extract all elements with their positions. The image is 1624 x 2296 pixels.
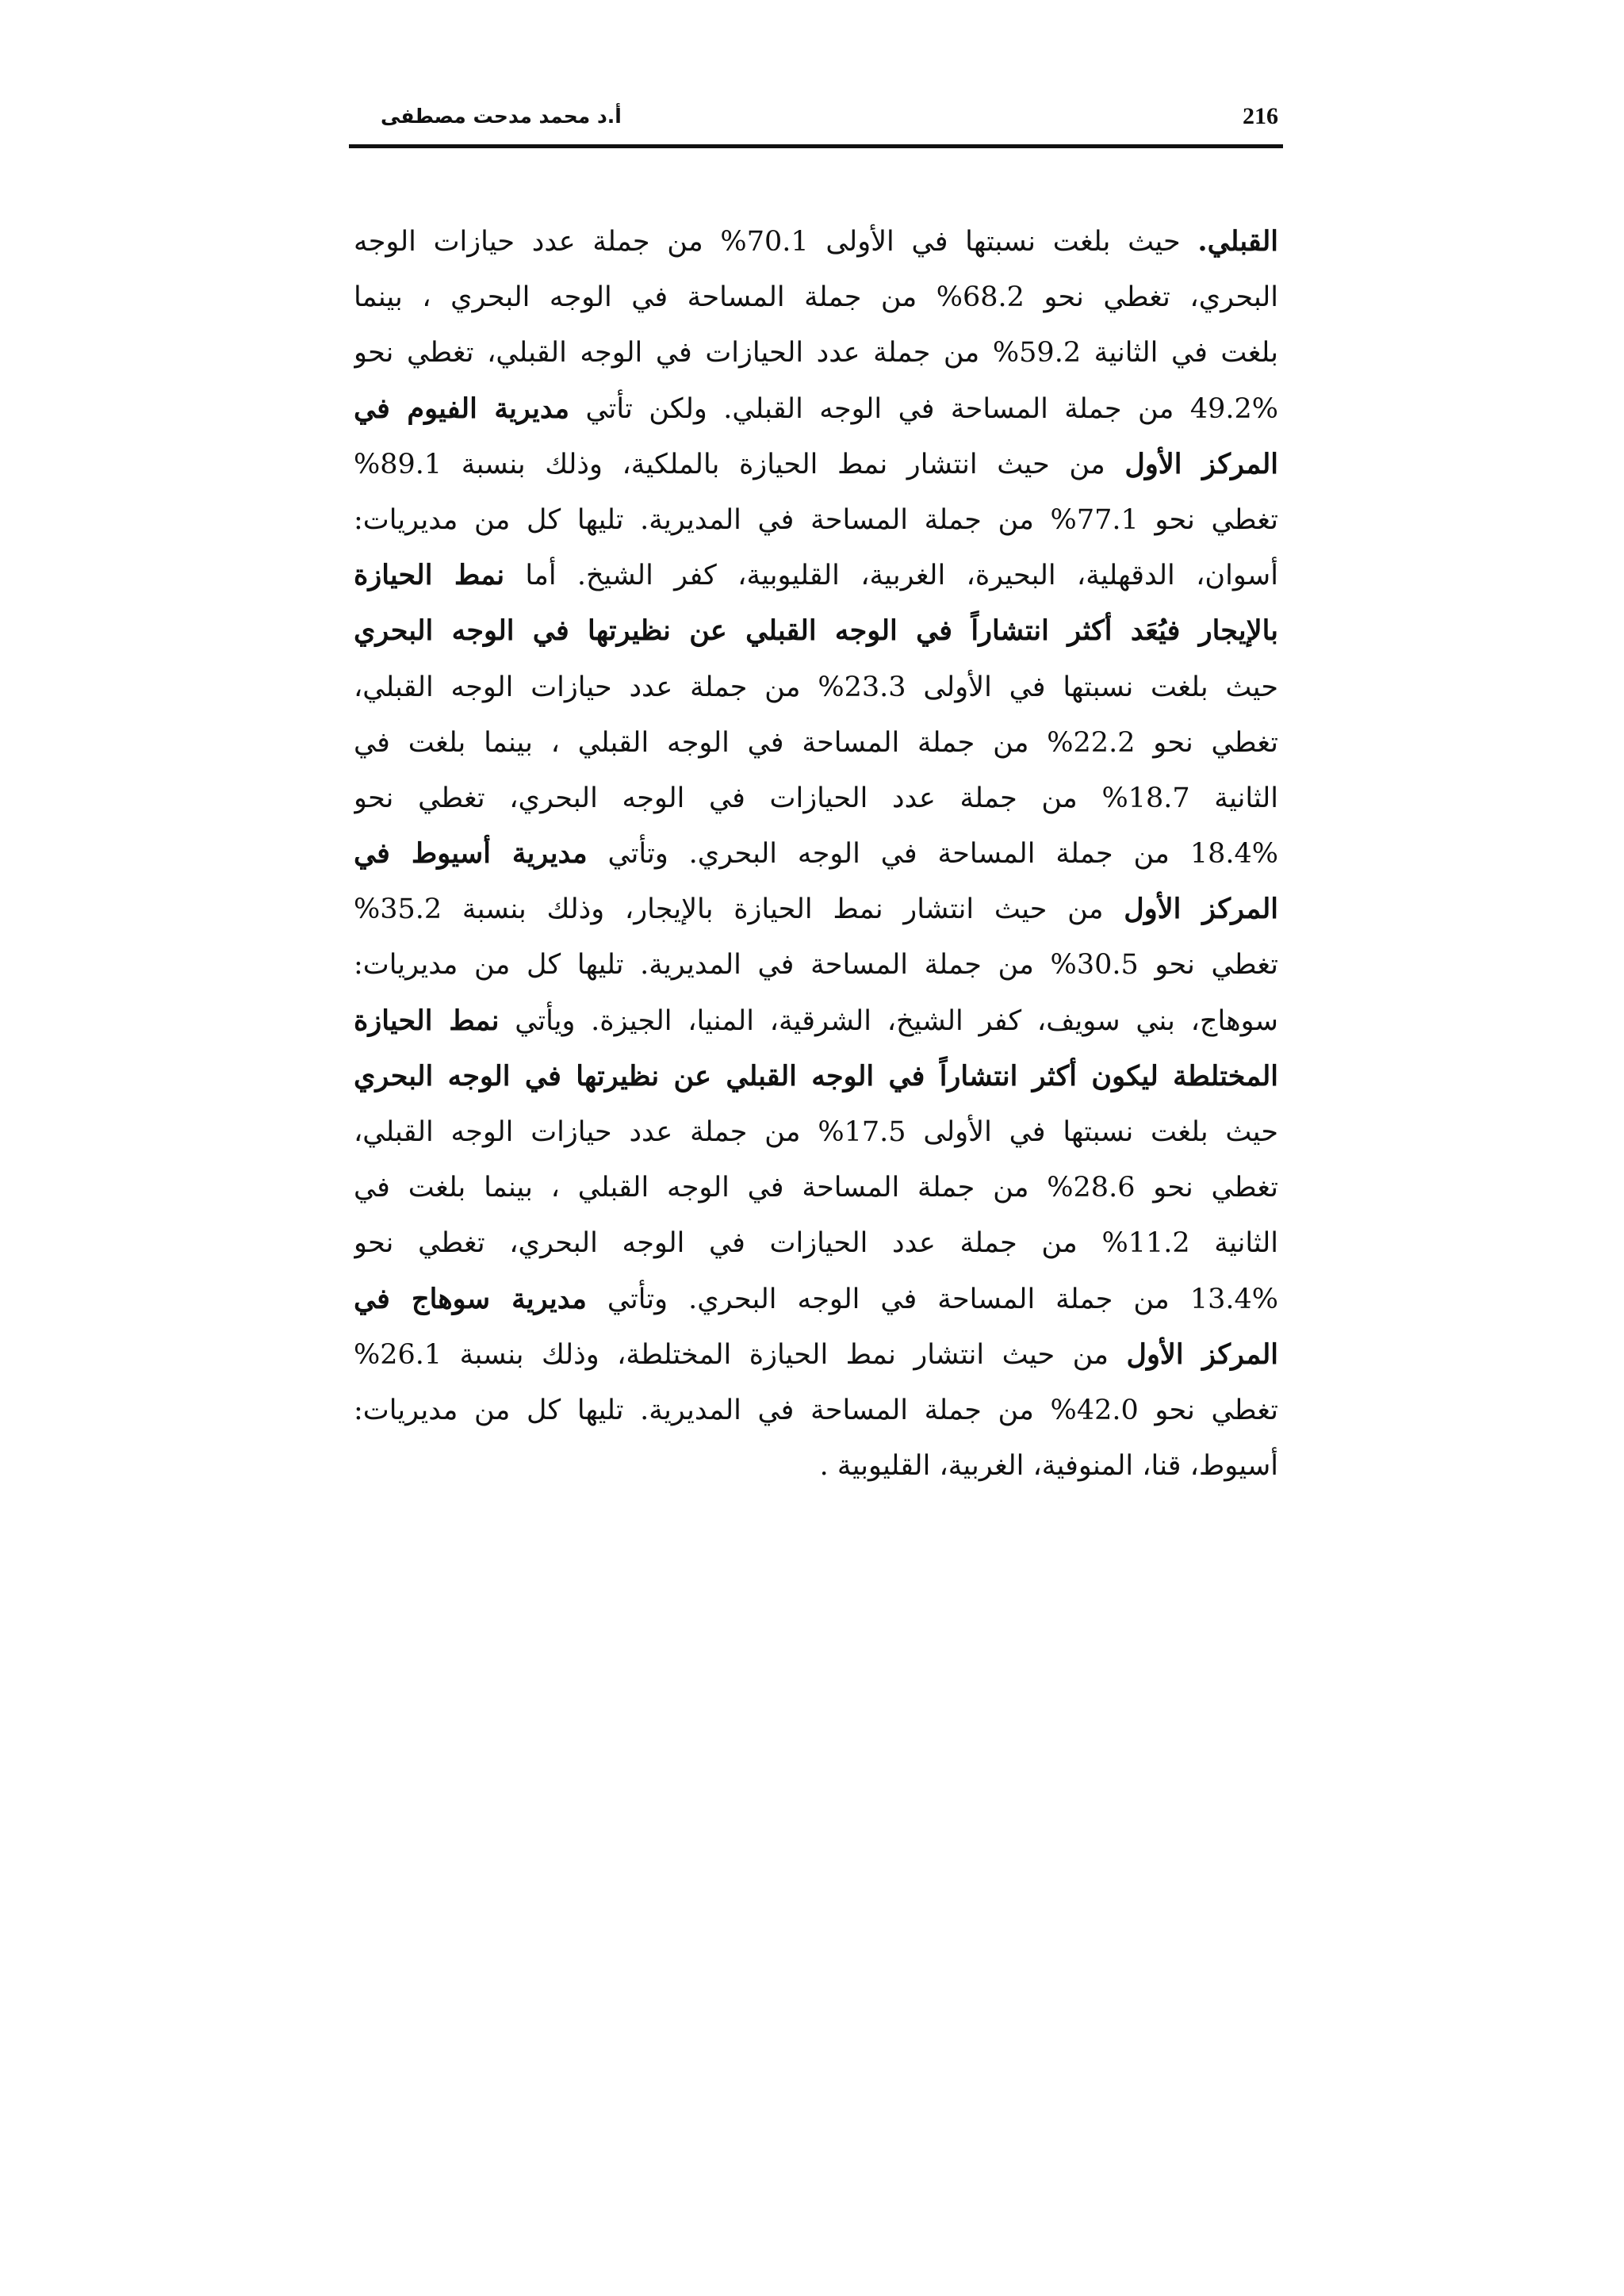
body-text bbox=[354, 214, 1278, 1494]
text-run: 18.4% من جملة المساحة في الوجه البحري. وتأتي bbox=[587, 838, 1278, 871]
text-line bbox=[354, 214, 1278, 270]
text-line bbox=[354, 1104, 1278, 1160]
bold-phrase: مديرية أسيوط في bbox=[354, 837, 588, 871]
bold-phrase: بالإيجار فيُعَد أكثر انتشاراً في الوجه القبلي عن نظيرتها في الوجه البحري bbox=[354, 614, 1278, 648]
text-run: من حيث انتشار نمط الحيازة بالإيجار، وذلك بنسبة 35.2% bbox=[354, 894, 1124, 926]
text-run: من حيث انتشار نمط الحيازة المختلطة، وذلك بنسبة 26.1% bbox=[354, 1338, 1127, 1371]
running-head-author: أ.د محمد مدحت مصطفى bbox=[381, 105, 622, 128]
bold-phrase: المركز الأول bbox=[1124, 447, 1278, 480]
bold-phrase: المختلطة ليكون أكثر انتشاراً في الوجه القبلي عن نظيرتها في الوجه البحري bbox=[354, 1059, 1278, 1093]
text-line bbox=[354, 381, 1278, 437]
text-run: أسيوط، قنا، المنوفية، الغربية، القليوبية . bbox=[819, 1450, 1278, 1483]
text-run: 13.4% من جملة المساحة في الوجه البحري. وتأتي bbox=[586, 1283, 1278, 1315]
text-run: 49.2% من جملة المساحة في الوجه القبلي. ولكن تأتي bbox=[569, 392, 1278, 425]
text-run: حيث بلغت نسبتها في الأولى 17.5% من جملة عدد حيازات الوجه القبلي، bbox=[354, 1116, 1278, 1148]
header-rule bbox=[349, 144, 1283, 148]
text-line bbox=[354, 715, 1278, 771]
text-line bbox=[354, 1327, 1278, 1383]
bold-phrase: مديرية الفيوم في bbox=[354, 392, 570, 425]
bold-phrase: المركز الأول bbox=[1124, 893, 1278, 926]
text-line bbox=[354, 882, 1278, 937]
text-line bbox=[354, 1215, 1278, 1271]
page-header bbox=[349, 101, 1283, 149]
text-run: تغطي نحو 28.6% من جملة المساحة في الوجه القبلي ، بينما بلغت في bbox=[354, 1172, 1278, 1204]
text-line bbox=[354, 492, 1278, 548]
bold-phrase: نمط الحيازة bbox=[354, 559, 505, 592]
text-run: أسوان، الدقهلية، البحيرة، الغربية، القليوبية، كفر الشيخ. أما bbox=[504, 560, 1278, 592]
text-line bbox=[354, 437, 1278, 492]
text-line bbox=[354, 603, 1278, 659]
text-run: تغطي نحو 30.5% من جملة المساحة في المديرية. تليها كل من مديريات: bbox=[354, 949, 1278, 982]
text-run: تغطي نحو 22.2% من جملة المساحة في الوجه القبلي ، بينما بلغت في bbox=[354, 726, 1278, 759]
text-line bbox=[354, 1438, 1278, 1494]
text-run: حيث بلغت نسبتها في الأولى 23.3% من جملة عدد حيازات الوجه القبلي، bbox=[354, 671, 1278, 703]
bold-phrase: المركز الأول bbox=[1126, 1337, 1278, 1371]
text-run: حيث بلغت نسبتها في الأولى 70.1% من جملة عدد حيازات الوجه bbox=[354, 226, 1198, 258]
text-run: الثانية 18.7% من جملة عدد الحيازات في الوجه البحري، تغطي نحو bbox=[354, 782, 1278, 814]
text-line bbox=[354, 1160, 1278, 1215]
text-line bbox=[354, 660, 1278, 715]
bold-phrase: القبلي. bbox=[1197, 225, 1278, 258]
text-run: تغطي نحو 77.1% من جملة المساحة في المديرية. تليها كل من مديريات: bbox=[354, 503, 1278, 536]
text-line bbox=[354, 771, 1278, 826]
page-number: 216 bbox=[1243, 103, 1278, 129]
text-run: الثانية 11.2% من جملة عدد الحيازات في الوجه البحري، تغطي نحو bbox=[354, 1227, 1278, 1260]
text-line bbox=[354, 937, 1278, 993]
text-line bbox=[354, 826, 1278, 882]
bold-phrase: مديرية سوهاج في bbox=[354, 1282, 587, 1315]
text-line bbox=[354, 548, 1278, 603]
text-line bbox=[354, 1272, 1278, 1327]
text-line bbox=[354, 1049, 1278, 1104]
bold-phrase: نمط الحيازة bbox=[354, 1004, 500, 1037]
text-run: بلغت في الثانية 59.2% من جملة عدد الحيازات في الوجه القبلي، تغطي نحو bbox=[354, 337, 1278, 369]
text-line bbox=[354, 993, 1278, 1049]
text-run: البحري، تغطي نحو 68.2% من جملة المساحة في الوجه البحري ، بينما bbox=[354, 281, 1278, 314]
text-line bbox=[354, 1383, 1278, 1438]
text-run: من حيث انتشار نمط الحيازة بالملكية، وذلك بنسبة 89.1% bbox=[354, 448, 1125, 480]
text-run: سوهاج، بني سويف، كفر الشيخ، الشرقية، المنيا، الجيزة. ويأتي bbox=[499, 1004, 1278, 1037]
text-run: تغطي نحو 42.0% من جملة المساحة في المديرية. تليها كل من مديريات: bbox=[354, 1394, 1278, 1426]
text-line bbox=[354, 325, 1278, 381]
text-line bbox=[354, 270, 1278, 325]
